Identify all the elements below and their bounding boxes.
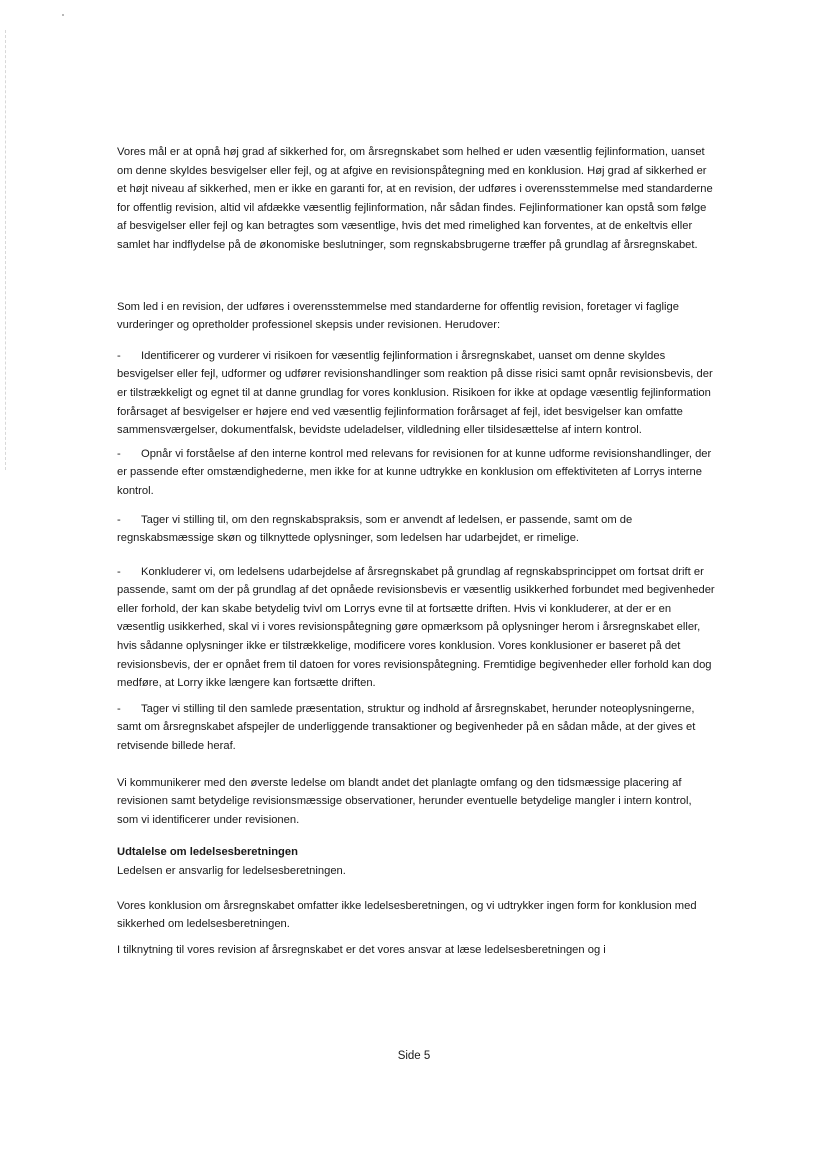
paragraph-management-responsibility: Ledelsen er ansvarlig for ledelsesberetningen. — [117, 865, 346, 877]
bullet-marker: - — [117, 513, 121, 526]
bullet-text: Tager vi stilling til, om den regnskabspraksis, som er anvendt af ledelsen, er passende, samt om de regnskabsmæssige skøn og tilknyttede oplysninger, som ledelsen har udarbejdet, er rimelige. — [117, 513, 633, 545]
paragraph-audit-intro: Som led i en revision, der udføres i overensstemmelse med standarderne for offentlig revision, foretager vi faglige vurderinger og opretholder professionel skepsis under revisionen. Herudover: — [117, 300, 679, 332]
bullet-marker: - — [117, 349, 121, 362]
scan-binding-edge — [5, 30, 6, 470]
bullet-going-concern — [117, 563, 715, 693]
bullet-marker: - — [117, 447, 121, 460]
paragraph-communication: Vi kommunikerer med den øverste ledelse om blandt andet det planlagte omfang og den tidsmæssige placering af revisionen samt betydelige revisionsmæssige observationer, herunder eventuelle betydelige mangler i intern kontrol, som vi identificerer under revisionen. — [117, 776, 692, 826]
bullet-marker: - — [117, 565, 121, 578]
bullet-risk-identification — [117, 347, 715, 440]
page-number: Side 5 — [397, 1050, 431, 1062]
bullet-text: Konkluderer vi, om ledelsens udarbejdelse af årsregnskabet på grundlag af regnskabsprincippet om fortsat drift er passende, samt om der på grundlag af det opnåede revisionsbevis er væsentlig usikkerhed forbundet med begivenheder eller forhold, der kan skabe betydelig tvivl om Lorrys evne til at fortsætte driften. Hvis vi konkluderer, at der er en væsentlig usikkerhed, skal vi i vores revisionspåtegning gøre opmærksom på oplysninger herom i årsregnskabet eller, hvis sådanne oplysninger ikke er tilstrækkelige, modificere vores konklusion. Vores konklusioner er baseret på det revisionsbevis, der er opnået frem til datoen for vores revisionspåtegning. Fremtidige begivenheder eller forhold kan dog medføre, at Lorry ikke længere kan fortsætte driften. — [117, 565, 715, 690]
paragraph-responsibility: I tilknytning til vores revision af årsregnskabet er det vores ansvar at læse ledelsesberetningen og i — [117, 943, 606, 956]
page-body — [117, 143, 715, 959]
bullet-marker: - — [117, 702, 121, 715]
paragraph-objective: Vores mål er at opnå høj grad af sikkerhed for, om årsregnskabet som helhed er uden væsentlig fejlinformation, uanset om denne skyldes besvigelser eller fejl, og at afgive en revisionspåtegning med en konklusion. Høj grad af sikkerhed er et højt niveau af sikkerhed, men er ikke en garanti for, at en revision, der udføres i overensstemmelse med standarderne for offentlig revision, altid vil afdække væsentlig fejlinformation, når sådan findes. Fejlinformationer kan opstå som følge af besvigelser eller fejl og kan betragtes som væsentlige, hvis det med rimelighed kan forventes, at de enkeltvis eller samlet har indflydelse på de økonomiske beslutninger, som regnskabsbrugerne træffer på grundlag af årsregnskabet. — [117, 146, 713, 251]
paragraph-conclusion-scope: Vores konklusion om årsregnskabet omfatter ikke ledelsesberetningen, og vi udtrykker ingen form for konklusion med sikkerhed om ledelsesberetningen. — [117, 899, 697, 931]
section-heading: Udtalelse om ledelsesberetningen — [117, 846, 298, 859]
scan-speck — [62, 14, 64, 16]
bullet-text: Opnår vi forståelse af den interne kontrol med relevans for revisionen for at kunne udforme revisionshandlinger, der er passende efter omstændighederne, men ikke for at kunne udtrykke en konklusion om effektiviteten af Lorrys interne kontrol. — [117, 447, 712, 497]
bullet-text: Tager vi stilling til den samlede præsentation, struktur og indhold af årsregnskabet, herunder noteoplysningerne, samt om årsregnskabet afspejler de underliggende transaktioner og begivenheder på en sådan måde, at der gives et retvisende billede heraf. — [117, 702, 696, 753]
bullet-internal-control — [117, 445, 715, 501]
bullet-accounting-policies — [117, 511, 715, 548]
bullet-text: Identificerer og vurderer vi risikoen for væsentlig fejlinformation i årsregnskabet, uanset om denne skyldes besvigelser eller fejl, udformer og udfører revisionshandlinger som reaktion på disse risici samt opnår revisionsbevis, der er tilstrækkeligt og egnet til at danne grundlag for vores konklusion. Risikoen for ikke at opdage væsentlig fejlinformation forårsaget af besvigelser er højere end ved væsentlig fejlinformation forårsaget af fejl, idet besvigelser kan omfatte sammensværgelser, dokumentfalsk, bevidste udeladelser, vildledning eller tilsidesættelse af intern kontrol. — [117, 349, 713, 437]
bullet-overall-presentation — [117, 700, 715, 756]
